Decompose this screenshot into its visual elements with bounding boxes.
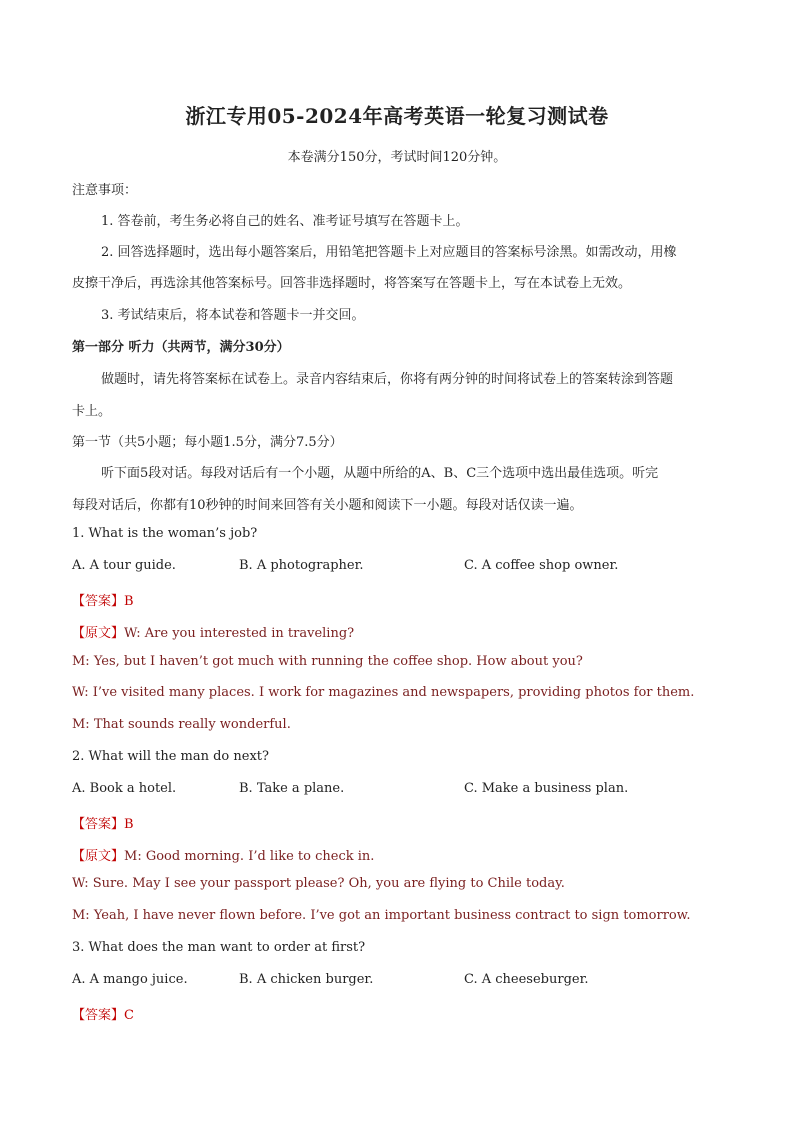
- answer-value: B: [124, 594, 134, 609]
- notes-heading: 注意事项：: [72, 183, 138, 198]
- section1-intro-line1: 听下面5段对话。每段对话后有一个小题，从题中所给的A、B、C三个选项中选出最佳选项。听完: [101, 466, 659, 481]
- question-1-transcript-4: M: That sounds really wonderful.: [72, 717, 291, 732]
- transcript-label: 【原文】: [72, 849, 125, 864]
- question-1-transcript-3: W: I’ve visited many places. I work for magazines and newspapers, providing photos for them.: [72, 685, 695, 700]
- question-2-transcript-3: M: Yeah, I have never flown before. I’ve got an important business contract to sign tomorrow.: [72, 908, 691, 923]
- page-title: 浙江专用05-2024年高考英语一轮复习测试卷: [185, 104, 609, 128]
- note-item-2-line2: 皮擦干净后，再选涂其他答案标号。回答非选择题时，将答案写在答题卡上，写在本试卷上无效。: [72, 276, 632, 291]
- note-item-2-line1: 2. 回答选择题时，选出每小题答案后，用铅笔把答题卡上对应题目的答案标号涂黑。如需改动，用橡: [101, 245, 677, 260]
- section1-intro-line2: 每段对话后，你都有10秒钟的时间来回答有关小题和阅读下一小题。每段对话仅读一遍。: [72, 498, 583, 513]
- question-1-answer: [72, 590, 134, 609]
- transcript-line: M: Good morning. I’d like to check in.: [124, 849, 375, 864]
- question-3-option-a: A. A mango juice.: [72, 972, 188, 987]
- note-item-3: 3. 考试结束后，将本试卷和答题卡一并交回。: [101, 308, 365, 323]
- part1-intro-line2: 卡上。: [72, 404, 112, 419]
- question-2-transcript-1: [72, 845, 374, 864]
- part1-intro-line1: 做题时，请先将答案标在试卷上。录音内容结束后，你将有两分钟的时间将试卷上的答案转涂到答题: [101, 372, 674, 387]
- note-item-1: 1. 答卷前，考生务必将自己的姓名、准考证号填写在答题卡上。: [101, 214, 469, 229]
- question-3-option-c: C. A cheeseburger.: [464, 972, 589, 987]
- question-2-transcript-2: W: Sure. May I see your passport please? Oh, you are flying to Chile today.: [72, 876, 565, 891]
- transcript-label: 【原文】: [72, 626, 125, 641]
- question-2-answer: [72, 813, 134, 832]
- question-3-option-b: B. A chicken burger.: [239, 972, 374, 987]
- transcript-line: W: Are you interested in traveling?: [124, 626, 355, 641]
- question-1-option-b: B. A photographer.: [239, 558, 364, 573]
- question-2-stem: 2. What will the man do next?: [72, 749, 269, 764]
- question-2-option-c: C. Make a business plan.: [464, 781, 629, 796]
- answer-value: C: [124, 1008, 134, 1023]
- question-1-stem: 1. What is the woman’s job?: [72, 526, 258, 541]
- question-1-transcript-1: [72, 622, 354, 641]
- answer-value: B: [124, 817, 134, 832]
- question-3-stem: 3. What does the man want to order at first?: [72, 940, 366, 955]
- question-1-option-a: A. A tour guide.: [72, 558, 176, 573]
- answer-label: 【答案】: [72, 594, 125, 609]
- question-3-answer: [72, 1004, 134, 1023]
- question-1-transcript-2: M: Yes, but I haven’t got much with running the coffee shop. How about you?: [72, 654, 583, 669]
- answer-label: 【答案】: [72, 1008, 125, 1023]
- question-1-option-c: C. A coffee shop owner.: [464, 558, 619, 573]
- question-2-option-b: B. Take a plane.: [239, 781, 345, 796]
- question-2-option-a: A. Book a hotel.: [72, 781, 177, 796]
- answer-label: 【答案】: [72, 817, 125, 832]
- section1-heading: 第一节（共5小题；每小题1.5分，满分7.5分）: [72, 435, 343, 450]
- exam-info: 本卷满分150分，考试时间120分钟。: [287, 150, 507, 165]
- part1-heading: 第一部分 听力（共两节，满分30分）: [72, 340, 290, 355]
